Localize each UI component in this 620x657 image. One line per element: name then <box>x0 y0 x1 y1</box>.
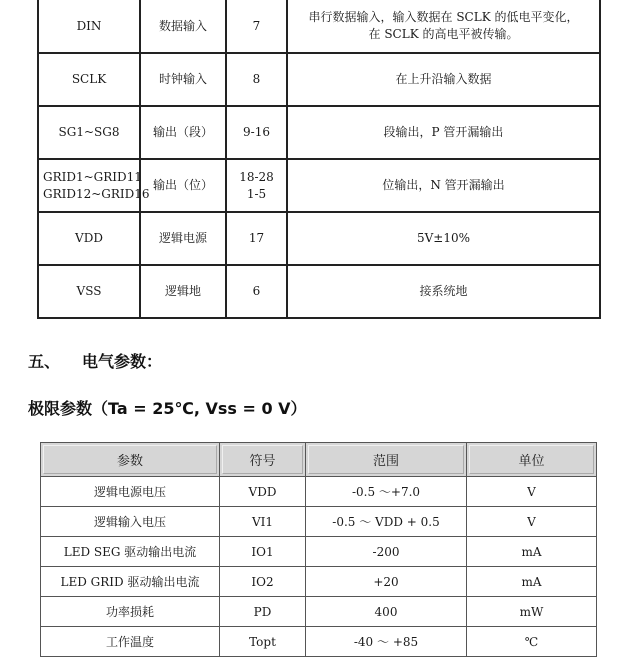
table-row <box>38 265 600 318</box>
range-cell: -0.5 ～ VDD + 0.5 <box>306 507 467 537</box>
unit-cell: mW <box>467 597 597 627</box>
pin-type: 逻辑电源 <box>140 212 226 265</box>
pin-number: 7 <box>226 0 287 53</box>
absolute-max-ratings-table <box>40 442 597 657</box>
param-cell: 工作温度 <box>41 627 220 657</box>
pin-description <box>287 0 600 53</box>
unit-cell: mA <box>467 537 597 567</box>
table-row <box>38 53 600 106</box>
pin-type: 逻辑地 <box>140 265 226 318</box>
symbol-cell: PD <box>220 597 306 627</box>
range-cell: -200 <box>306 537 467 567</box>
pin-description: 段输出，P 管开漏输出 <box>287 106 600 159</box>
pin-number: 17 <box>226 212 287 265</box>
limits-heading: 极限参数（Ta = 25℃, Vss = 0 V） <box>28 399 307 418</box>
param-cell: 逻辑输入电压 <box>41 507 220 537</box>
unit-cell: V <box>467 507 597 537</box>
table-row <box>41 627 597 657</box>
pin-type: 输出（位） <box>140 159 226 212</box>
pin-type: 时钟输入 <box>140 53 226 106</box>
param-cell: 功率损耗 <box>41 597 220 627</box>
table-row <box>38 0 600 53</box>
section-heading <box>28 349 162 372</box>
table-header-row <box>41 443 597 477</box>
range-cell: -0.5 ～+7.0 <box>306 477 467 507</box>
pin-number: 9-16 <box>226 106 287 159</box>
pin-number-line: 18-28 <box>239 169 274 184</box>
range-cell: 400 <box>306 597 467 627</box>
pin-description: 5V±10% <box>287 212 600 265</box>
table-row <box>41 537 597 567</box>
pin-name-line: GRID1~GRID11 <box>43 169 142 184</box>
pin-name: VSS <box>38 265 140 318</box>
symbol-cell: Topt <box>220 627 306 657</box>
pin-description: 在上升沿输入数据 <box>287 53 600 106</box>
pin-name <box>38 159 150 212</box>
section-number: 五、 <box>28 352 61 371</box>
pin-name: SG1~SG8 <box>38 106 140 159</box>
pin-type: 数据输入 <box>140 0 226 53</box>
pin-name: SCLK <box>38 53 140 106</box>
pin-number: 8 <box>226 53 287 106</box>
symbol-cell: IO1 <box>220 537 306 567</box>
table-row <box>41 567 597 597</box>
table-row <box>38 106 600 159</box>
unit-cell: ℃ <box>467 627 597 657</box>
pin-name: VDD <box>38 212 140 265</box>
param-cell: LED SEG 驱动输出电流 <box>41 537 220 567</box>
table-row <box>41 477 597 507</box>
pin-name: DIN <box>38 0 140 53</box>
column-header: 范围 <box>306 443 467 477</box>
pin-description: 接系统地 <box>287 265 600 318</box>
unit-cell: V <box>467 477 597 507</box>
pin-number: 6 <box>226 265 287 318</box>
description-line: 串行数据输入，输入数据在 SCLK 的低电平变化， <box>308 10 579 24</box>
table-row <box>41 507 597 537</box>
param-cell: 逻辑电源电压 <box>41 477 220 507</box>
column-header: 单位 <box>467 443 597 477</box>
pin-number <box>226 159 287 212</box>
pin-description-table <box>37 0 601 319</box>
column-header: 符号 <box>220 443 306 477</box>
table-row <box>41 597 597 627</box>
symbol-cell: VDD <box>220 477 306 507</box>
column-header: 参数 <box>41 443 220 477</box>
symbol-cell: IO2 <box>220 567 306 597</box>
range-cell: -40 ～ +85 <box>306 627 467 657</box>
pin-number-line: 1-5 <box>246 186 267 201</box>
range-cell: +20 <box>306 567 467 597</box>
param-cell: LED GRID 驱动输出电流 <box>41 567 220 597</box>
unit-cell: mA <box>467 567 597 597</box>
table-row <box>38 212 600 265</box>
pin-type: 输出（段） <box>140 106 226 159</box>
table-row <box>38 159 600 212</box>
description-line: 在 SCLK 的高电平被传输。 <box>368 27 519 41</box>
symbol-cell: VI1 <box>220 507 306 537</box>
pin-description: 位输出，N 管开漏输出 <box>287 159 600 212</box>
section-title: 电气参数： <box>82 352 163 371</box>
pin-name-line: GRID12~GRID16 <box>43 186 150 201</box>
